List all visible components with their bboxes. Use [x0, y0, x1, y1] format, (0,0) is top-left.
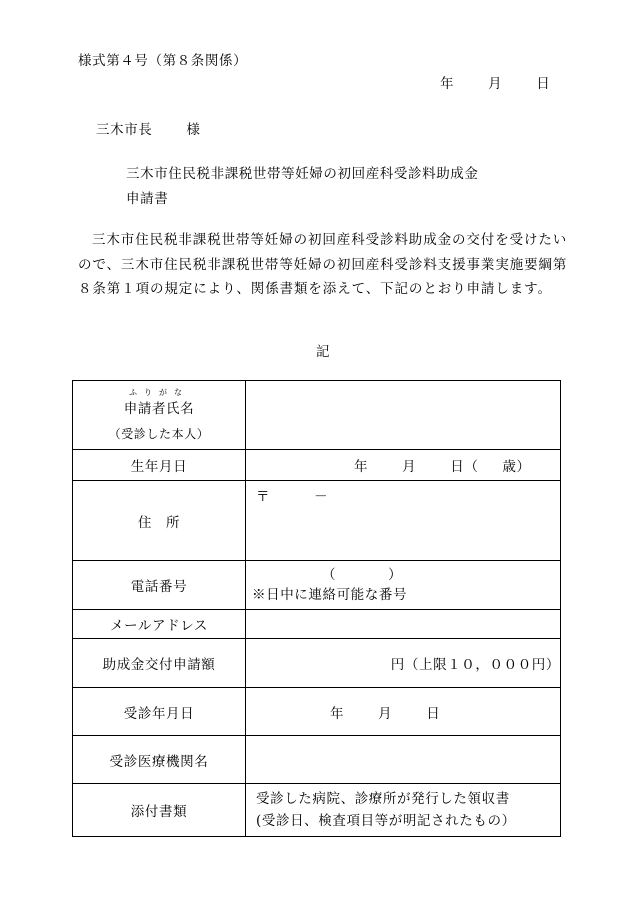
row-email [73, 610, 561, 639]
form-number: 様式第４号（第８条関係） [78, 53, 248, 69]
email-field[interactable] [246, 610, 561, 639]
birth-year: 年 [354, 459, 369, 475]
visit-date-label: 受診年月日 [73, 688, 246, 736]
amount-value: 円（上限１０，０００円） [390, 657, 560, 673]
ki-heading: 記 [316, 344, 331, 360]
row-attachment [73, 784, 561, 837]
row-address [73, 481, 561, 561]
birth-label: 生年月日 [73, 450, 246, 481]
birth-day: 日（ [450, 459, 479, 475]
institution-field[interactable] [246, 736, 561, 784]
applicant-name-note: （受診した本人） [108, 427, 210, 441]
visit-day: 日 [426, 705, 441, 722]
phone-note: ※日中に連絡可能な番号 [252, 587, 408, 603]
applicant-name-text: 申請者氏名 [123, 401, 195, 417]
row-amount [73, 639, 561, 688]
date-line [440, 72, 550, 92]
applicant-name-furigana: ふりがな [129, 388, 189, 397]
date-day: 日 [536, 76, 551, 92]
amount-label: 助成金交付申請額 [73, 639, 246, 688]
phone-field[interactable] [246, 561, 561, 610]
attachment-line-2: (受診日、検査項目等が明記されたもの） [256, 813, 516, 829]
row-phone [73, 561, 561, 610]
amount-field[interactable] [246, 639, 561, 688]
email-label: メールアドレス [73, 610, 246, 639]
birth-month: 月 [402, 459, 417, 475]
address-label: 住 所 [73, 481, 246, 561]
visit-month: 月 [378, 705, 393, 722]
date-month: 月 [488, 76, 503, 92]
attachment-line-1: 受診した病院、診療所が発行した領収書 [256, 791, 510, 807]
attachment-field [246, 784, 561, 837]
visit-year: 年 [330, 705, 345, 722]
date-year: 年 [440, 76, 455, 92]
addressee-honorific: 様 [186, 122, 201, 138]
row-institution [73, 736, 561, 784]
application-table [72, 380, 561, 837]
body-text: 三木市住民税非課税世帯等妊婦の初回産科受診料助成金の交付を受けたいので、三木市住民税非課税世帯等妊婦の初回産科受診料支援事業実施要綱第８条第１項の規定により、関係書類を添えて、下記のとおり申請します。 [78, 232, 568, 297]
addressee [96, 118, 201, 138]
applicant-name-label [124, 388, 195, 417]
institution-label: 受診医療機関名 [73, 736, 246, 784]
birth-age: 歳） [502, 459, 531, 475]
applicant-name-field[interactable] [246, 381, 561, 450]
document-title [126, 162, 479, 212]
addressee-name: 三木市長 [96, 122, 153, 138]
birth-field[interactable] [246, 450, 561, 481]
row-visit-date [73, 688, 561, 736]
attachment-label: 添付書類 [73, 784, 246, 837]
phone-label: 電話番号 [73, 561, 246, 610]
phone-paren-open: （ [322, 567, 337, 583]
title-line-1: 三木市住民税非課税世帯等妊婦の初回産科受診料助成金 [126, 166, 479, 182]
applicant-name-label-cell [73, 381, 246, 450]
address-field[interactable] [246, 481, 561, 561]
row-applicant-name [73, 381, 561, 450]
postal-dash: － [314, 489, 329, 505]
postal-mark: 〒 [256, 489, 271, 505]
row-birth [73, 450, 561, 481]
phone-paren-close: ） [388, 567, 403, 583]
visit-date-field[interactable] [246, 688, 561, 736]
title-line-2: 申請書 [126, 191, 169, 207]
